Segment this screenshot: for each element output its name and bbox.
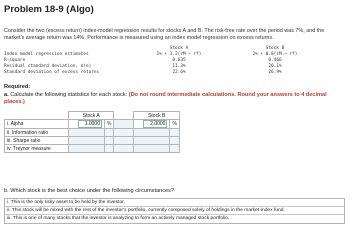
- alpha-b-input[interactable]: [134, 120, 170, 129]
- statistics-table: [4, 111, 180, 153]
- part-a-label: a.: [4, 92, 9, 98]
- information-ratio-a-unit: [105, 129, 114, 137]
- problem-title: Problem 18-9 (Algo): [4, 4, 94, 15]
- statistic-label: iv. Treynor measure: [5, 145, 69, 153]
- statistic-label: ii. Information ratio: [5, 129, 69, 137]
- statistics-header-gap: [114, 112, 134, 120]
- regression-value-b: 0.466: [268, 58, 282, 63]
- part-b-option[interactable]: iii. This is one of many stocks that the investor is analyzing to form an actively managed stock portfolio.: [7, 216, 230, 221]
- column-gap: [114, 137, 134, 145]
- sharpe-ratio-b-unit: [170, 137, 179, 145]
- statistics-header-blank: [5, 112, 69, 120]
- treynor-measure-a-unit: [105, 145, 114, 153]
- table-row: [5, 145, 180, 153]
- regression-value-b: 20.1%: [268, 64, 282, 69]
- statistic-label: i. Alpha: [5, 120, 69, 129]
- alpha-a-value[interactable]: 1.0000: [78, 120, 102, 128]
- part-a-text: Calculate the following statistics for each stock:: [10, 92, 128, 98]
- statistics-header-row: [5, 112, 180, 120]
- regression-header-stock-b: Stock B: [265, 46, 285, 51]
- statistics-header-stock-a: Stock A: [69, 112, 114, 120]
- column-gap: [114, 145, 134, 153]
- treynor-measure-b-input[interactable]: [134, 145, 170, 153]
- alpha-b-value[interactable]: 2.0000: [143, 120, 167, 128]
- alpha-a-input[interactable]: [69, 120, 105, 129]
- table-row: [5, 120, 180, 129]
- regression-row-label: R-square: [4, 58, 26, 63]
- sharpe-ratio-a-input[interactable]: [69, 137, 105, 145]
- information-ratio-b-unit: [170, 129, 179, 137]
- statistics-header-stock-b: Stock B: [134, 112, 179, 120]
- sharpe-ratio-a-unit: [105, 137, 114, 145]
- required-heading: Required:: [4, 84, 31, 90]
- part-b-option[interactable]: i. This is the only risky asset to be held by the investor.: [5, 199, 344, 207]
- column-gap: [114, 120, 134, 129]
- regression-value-b: 2% + 0.8(rM − rf): [252, 52, 298, 57]
- regression-value-a: 0.635: [172, 58, 186, 63]
- treynor-measure-b-unit: [170, 145, 179, 153]
- regression-row: [4, 70, 304, 76]
- regression-results: [4, 46, 304, 76]
- regression-header-stock-a: Stock A: [169, 46, 189, 51]
- column-gap: [114, 129, 134, 137]
- regression-row-label: Index model regression estimates: [4, 52, 89, 57]
- part-b-question: b. Which stock is the best choice under the following circumstances?: [4, 188, 175, 194]
- regression-row-label: Standard deviation of excess returns: [4, 70, 100, 75]
- information-ratio-a-input[interactable]: [69, 129, 105, 137]
- regression-value-a: 1% + 1.2(rM − rf): [156, 52, 202, 57]
- statistic-label: iii. Sharpe ratio: [5, 137, 69, 145]
- treynor-measure-a-input[interactable]: [69, 145, 105, 153]
- sharpe-ratio-b-input[interactable]: [134, 137, 170, 145]
- regression-value-a: 22.6%: [172, 70, 186, 75]
- part-b-option[interactable]: ii. This stock will be mixed with the rest of the investor’s portfolio, currently composed solely of holdings in the market-index fund.: [5, 207, 344, 215]
- regression-value-b: 26.9%: [268, 70, 282, 75]
- table-row: [5, 129, 180, 137]
- regression-row-label: Residual standard deviation, σ(e): [4, 64, 92, 69]
- information-ratio-b-input[interactable]: [134, 129, 170, 137]
- part-a-rounding-note: (Do not round intermediate calculations. Round your answers to 4 decimal places.): [4, 92, 327, 105]
- problem-intro: Consider the two (excess return) index-model regression results for stocks A and B. The risk-free rate over the period was 7%, and the market’s average return was 14%. Performance is measured using an index model regression on excess returns.: [4, 28, 325, 41]
- regression-value-a: 11.3%: [172, 64, 186, 69]
- part-b-options: [4, 198, 345, 224]
- alpha-a-unit: %: [105, 120, 114, 129]
- alpha-b-unit: %: [170, 120, 179, 129]
- table-row: [5, 137, 180, 145]
- part-a-question: [4, 92, 344, 106]
